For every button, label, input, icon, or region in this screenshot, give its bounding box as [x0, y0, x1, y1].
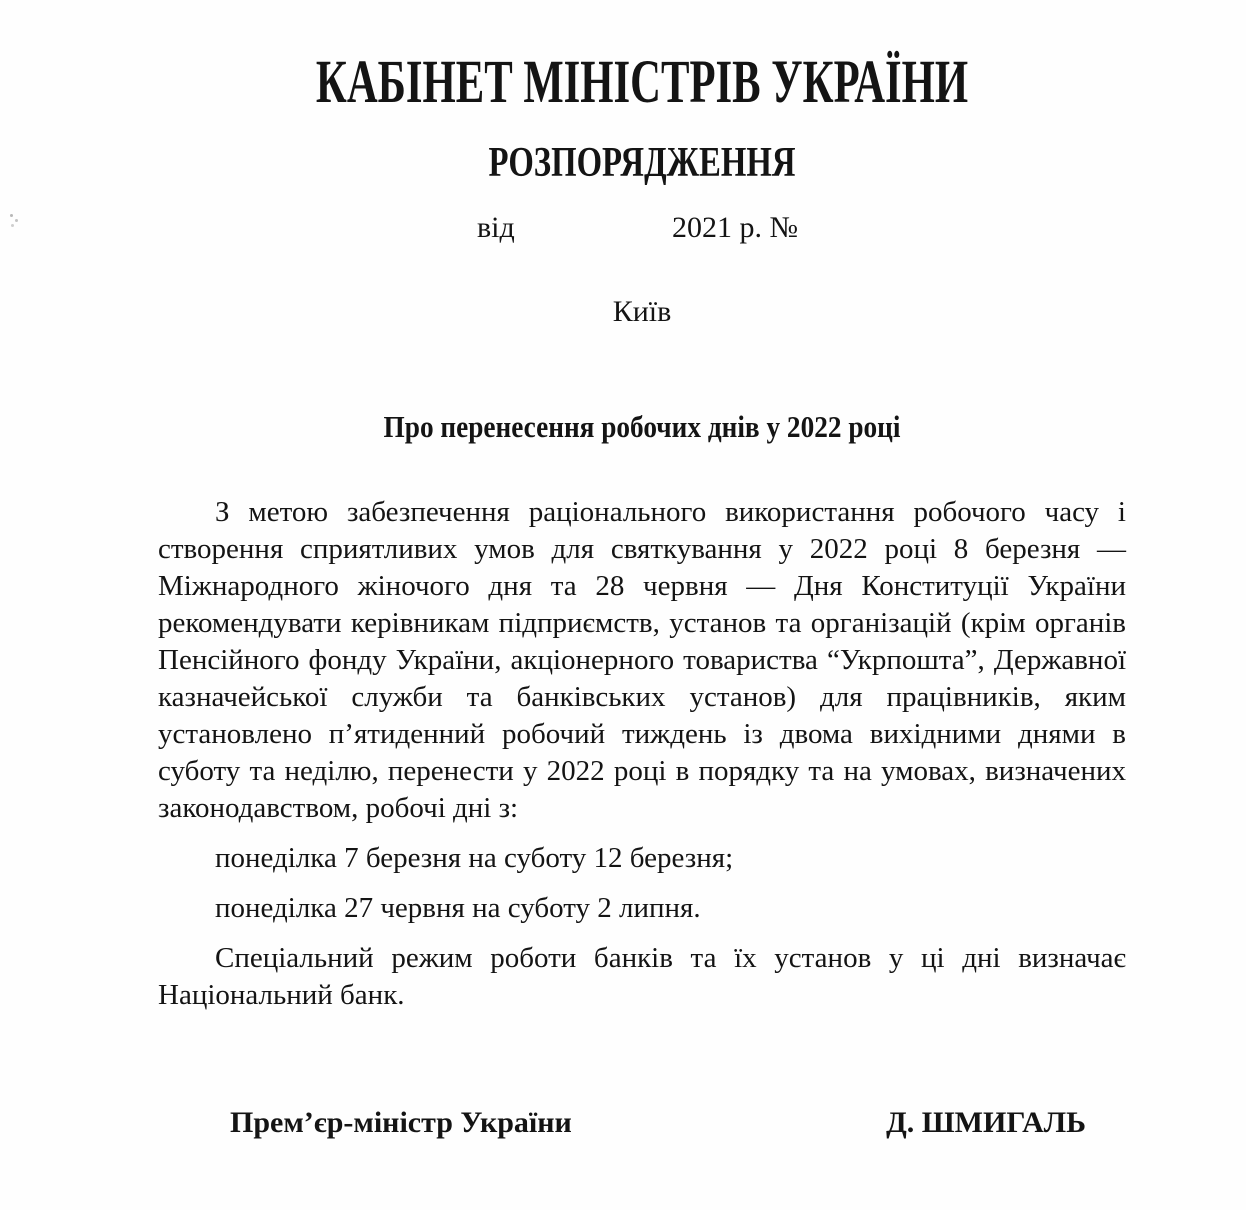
- date-prefix-label: від: [477, 211, 515, 244]
- signature-row: [230, 1106, 1086, 1140]
- signature-position: Прем’єр-міністр України: [230, 1106, 572, 1139]
- subject-title: Про перенесення робочих днів у 2022 році: [383, 409, 901, 444]
- doc-type-heading: РОЗПОРЯДЖЕННЯ: [488, 140, 796, 186]
- city-label: Київ: [612, 295, 672, 328]
- paragraph-banks: Спеціальний режим роботи банків та їх установ у ці дні визначає Національний банк.: [158, 942, 1126, 1011]
- document-body: [158, 494, 1126, 1014]
- org-name-heading: КАБІНЕТ МІНІСТРІВ УКРАЇНИ: [315, 49, 969, 116]
- paragraph-preamble: З метою забезпечення раціонального використання робочого часу і створення сприятливих умов для святкування у 2022 році 8 березня — Міжнародного жіночого дня та 28 червня — Дня Конституції України рекомендувати керівникам підприємств, установ та організацій (крім органів Пенсійного фонду України, акціонерного товариства “Укрпошта”, Державної казначейської служби та банківських установ) для працівників, яким установлено п’ятиденний робочий тиждень із двома вихідними днями в суботу та неділю, перенести у 2022 році в порядку та на умовах, визначених законодавством, робочі дні з:: [158, 496, 1126, 824]
- transfer-item-2: понеділка 27 червня на суботу 2 липня.: [215, 892, 701, 924]
- date-year-number: 2021 р. №: [672, 211, 799, 244]
- signature-name: Д. ШМИГАЛЬ: [886, 1106, 1086, 1139]
- transfer-item-1: понеділка 7 березня на суботу 12 березня;: [215, 842, 734, 874]
- date-line: [0, 211, 1246, 251]
